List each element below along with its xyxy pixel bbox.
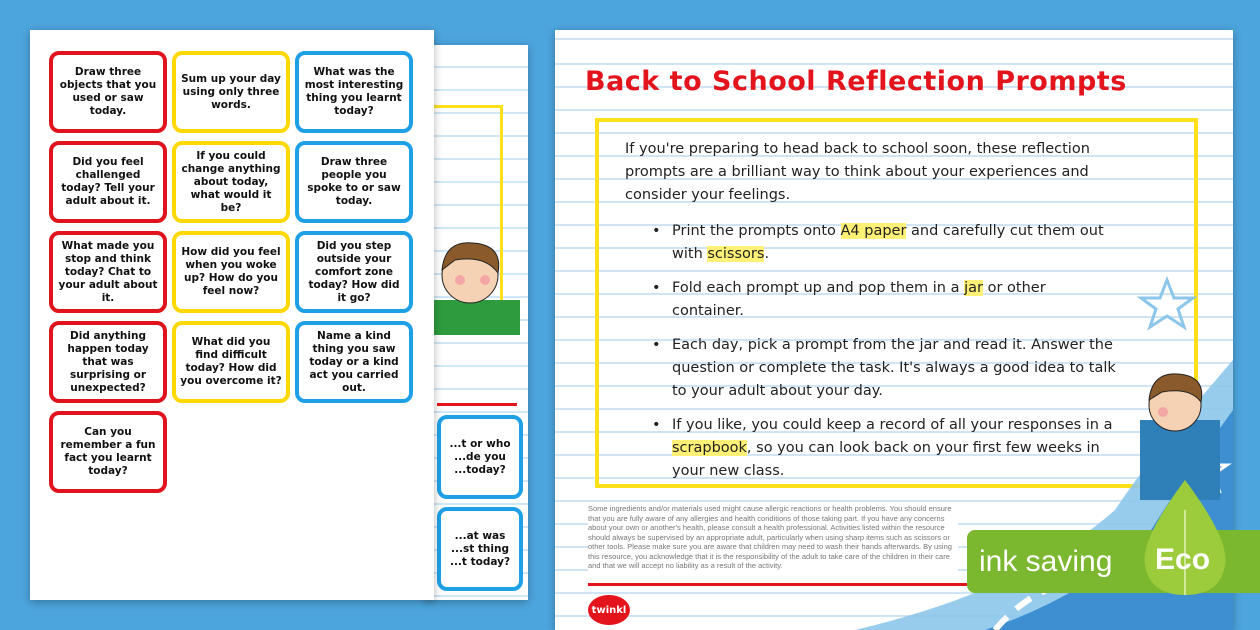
list-item: • Fold each prompt up and pop them in a jar or other container. bbox=[650, 277, 1120, 323]
list-item: • Print the prompts onto A4 paper and carefully cut them out with scissors. bbox=[650, 220, 1120, 266]
prompt-card: Did you step outside your comfort zone today? How did it go? bbox=[295, 231, 413, 313]
prompt-card: What did you find difficult today? How did you overcome it? bbox=[172, 321, 290, 403]
prompt-card: Draw three objects that you used or saw today. bbox=[49, 51, 167, 133]
disclaimer: Some ingredients and/or materials used might cause allergic reactions or health problems. You should ensure that you are fully aware of any allergies and health conditions of those taking part. If you have any concerns about your own or another's health, please consult a health professional. Activities listed within the resource should always be supervised by an appropriate adult, particularly when using sharp items such as scissors or other tools. Please make sure you are aware that children may need to wash their hands afterwards. By using this resource, you acknowledge that it is the responsibility of the adult to take care of the children in their care and that we will accept no liability as a result of the activity. bbox=[588, 504, 958, 571]
prompt-card: How did you feel when you woke up? How do you feel now? bbox=[172, 231, 290, 313]
prompt-card: What made you stop and think today? Chat to your adult about it. bbox=[49, 231, 167, 313]
boy-illustration bbox=[425, 225, 520, 335]
eco-leaf-icon bbox=[1140, 480, 1230, 600]
prompt-card: Did you feel challenged today? Tell your adult about it. bbox=[49, 141, 167, 223]
intro-text: If you're preparing to head back to school soon, these reflection prompts are a brilliant way to think about your experiences and consider your feelings. bbox=[625, 141, 1090, 203]
prompt-card: Did anything happen today that was surprising or unexpected? bbox=[49, 321, 167, 403]
prompt-card: Can you remember a fun fact you learnt today? bbox=[49, 411, 167, 493]
eco-label: Eco bbox=[1155, 543, 1211, 576]
partial-card: ...at was ...st thing ...t today? bbox=[437, 507, 523, 591]
background-page-preview bbox=[425, 45, 528, 600]
list-item: • Each day, pick a prompt from the jar and read it. Answer the question or complete the task. It's always a good idea to talk to your adult about your day. bbox=[650, 334, 1120, 403]
prompt-card: Name a kind thing you saw today or a kind act you carried out. bbox=[295, 321, 413, 403]
instructions-list bbox=[650, 220, 1120, 494]
list-item: • If you like, you could keep a record of all your responses in a scrapbook, so you can look back on your first few weeks in your new class. bbox=[650, 414, 1120, 483]
partial-card: ...t or who ...de you ...today? bbox=[437, 415, 523, 499]
prompt-card: Draw three people you spoke to or saw today. bbox=[295, 141, 413, 223]
twinkl-logo: twinkl bbox=[588, 595, 630, 625]
prompt-card: If you could change anything about today, what would it be? bbox=[172, 141, 290, 223]
prompt-card: Sum up your day using only three words. bbox=[172, 51, 290, 133]
badge-label: ink saving bbox=[979, 544, 1113, 578]
prompt-card: What was the most interesting thing you learnt today? bbox=[295, 51, 413, 133]
page-title: Back to School Reflection Prompts bbox=[585, 66, 1127, 97]
